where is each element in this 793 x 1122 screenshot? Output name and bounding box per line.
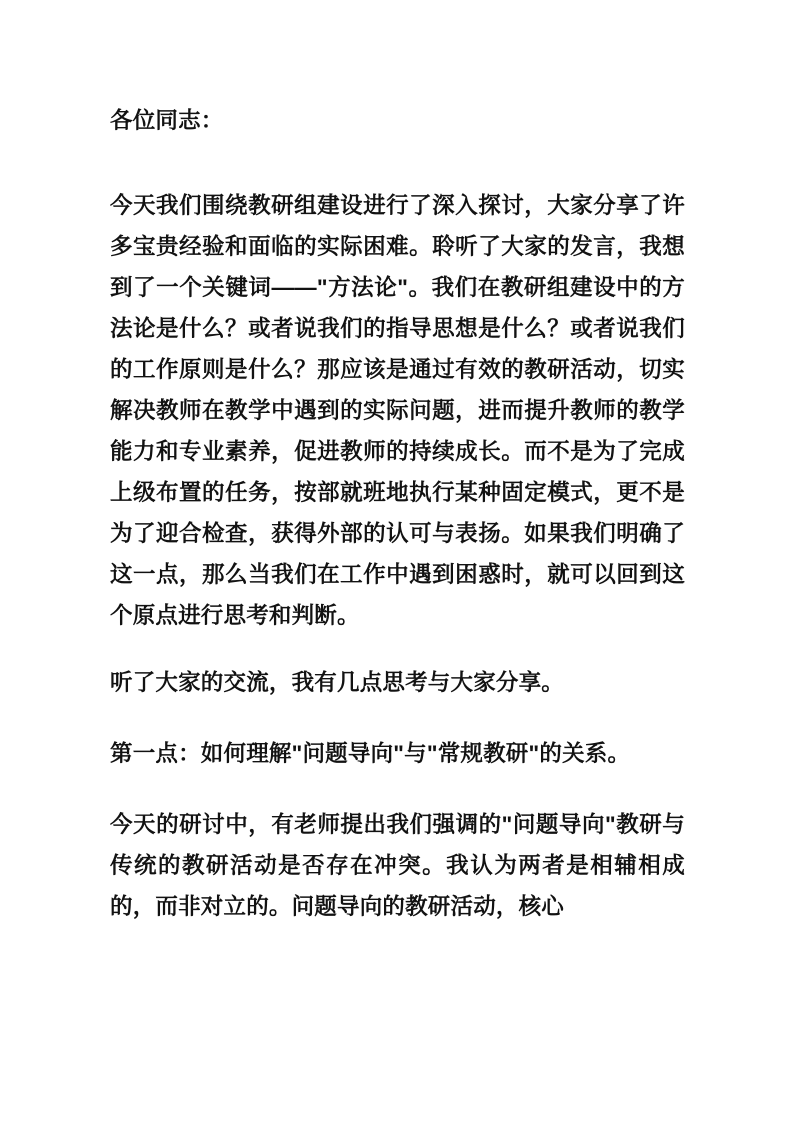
paragraph-transition: 听了大家的交流，我有几点思考与大家分享。 <box>110 670 565 695</box>
paragraph-point-one-heading: 第一点：如何理解"问题导向"与"常规教研"的关系。 <box>110 741 631 766</box>
paragraph-salutation: 各位同志： <box>110 108 224 133</box>
document-body <box>110 100 685 927</box>
paragraph-opening-remarks: 今天我们围绕教研组建设进行了深入探讨，大家分享了许多宝贵经验和面临的实际困难。聆听了大家的发言，我想到了一个关键词——"方法论"。我们在教研组建设中的方法论是什么？或者说我们的指导思想是什么？或者说我们的工作原则是什么？那应该是通过有效的教研活动，切实解决教师在教学中遇到的实际问题，进而提升教师的教学能力和专业素养，促进教师的持续成长。而不是为了完成上级布置的任务，按部就班地执行某种固定模式，更不是为了迎合检查，获得外部的认可与表扬。如果我们明确了这一点，那么当我们在工作中遇到困惑时，就可以回到这个原点进行思考和判断。 <box>110 193 685 628</box>
paragraph-point-one-body: 今天的研讨中，有老师提出我们强调的"问题导向"教研与传统的教研活动是否存在冲突。我认为两者是相辅相成的，而非对立的。问题导向的教研活动，核心 <box>110 812 685 919</box>
